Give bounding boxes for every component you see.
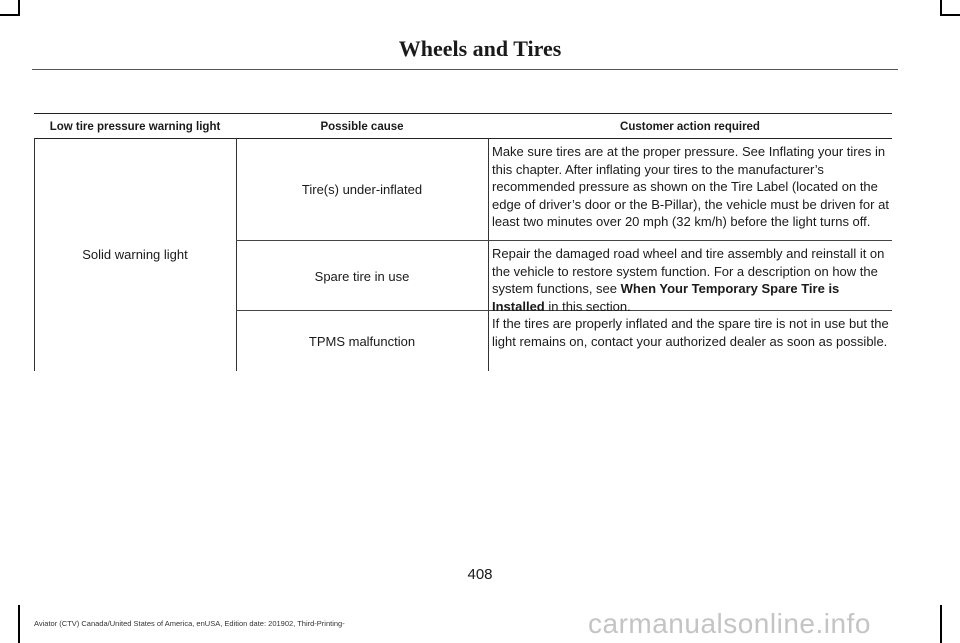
crop-mark-top-right-v (940, 0, 942, 16)
cause-cell-spare-tire: Spare tire in use (314, 269, 410, 284)
watermark: carmanualsonline.info (588, 608, 871, 639)
column-header-customer-action: Customer action required (620, 121, 760, 133)
table-header-divider (34, 138, 892, 139)
crop-mark-bottom-left (18, 605, 20, 643)
cause-cell-under-inflated: Tire(s) under-inflated (301, 182, 423, 197)
cross-reference-link[interactable]: When Your Temporary Spare Tire is Installed (492, 281, 840, 314)
action-cell-tpms-malfunction: If the tires are properly inflated and the spare tire is not in use but the light remains on, contact your authorized dealer as soon as possible. (492, 316, 889, 349)
action-text-suffix: in this section. (544, 298, 631, 314)
action-text: Repair the damaged road wheel and tire assembly and reinstall it on the vehicle to restore system function. For a description on how the system functions, see (492, 246, 885, 296)
crop-mark-top-left-v (18, 0, 20, 16)
page-title: Wheels and Tires (398, 36, 562, 61)
page-number: 408 (467, 566, 493, 583)
row-divider-1 (236, 240, 892, 241)
cause-cell-tpms-malfunction: TPMS malfunction (308, 334, 416, 349)
title-divider (32, 69, 898, 70)
column-header-warning-light: Low tire pressure warning light (49, 121, 221, 133)
footer-edition-info: Aviator (CTV) Canada/United States of America, enUSA, Edition date: 201902, Third-Printing- (34, 619, 345, 628)
column-header-possible-cause: Possible cause (320, 121, 404, 133)
crop-mark-bottom-right (940, 605, 942, 643)
column-divider-2 (488, 138, 489, 371)
crop-mark-top-right (942, 14, 960, 16)
action-cell-spare-tire (492, 245, 892, 315)
crop-mark-top-left (0, 14, 18, 16)
warning-light-cell: Solid warning light (82, 247, 188, 262)
table-top-border (34, 113, 892, 114)
action-cell-under-inflated: Make sure tires are at the proper pressure. See Inflating your tires in this chapter. After inflating your tires to the manufacturer’s recommended pressure as shown on the Tire Label (located on the edge of driver’s door or the B-Pillar), the vehicle must be driven for at least two minutes over 20 mph (32 km/h) before the light turns off. (492, 144, 889, 229)
